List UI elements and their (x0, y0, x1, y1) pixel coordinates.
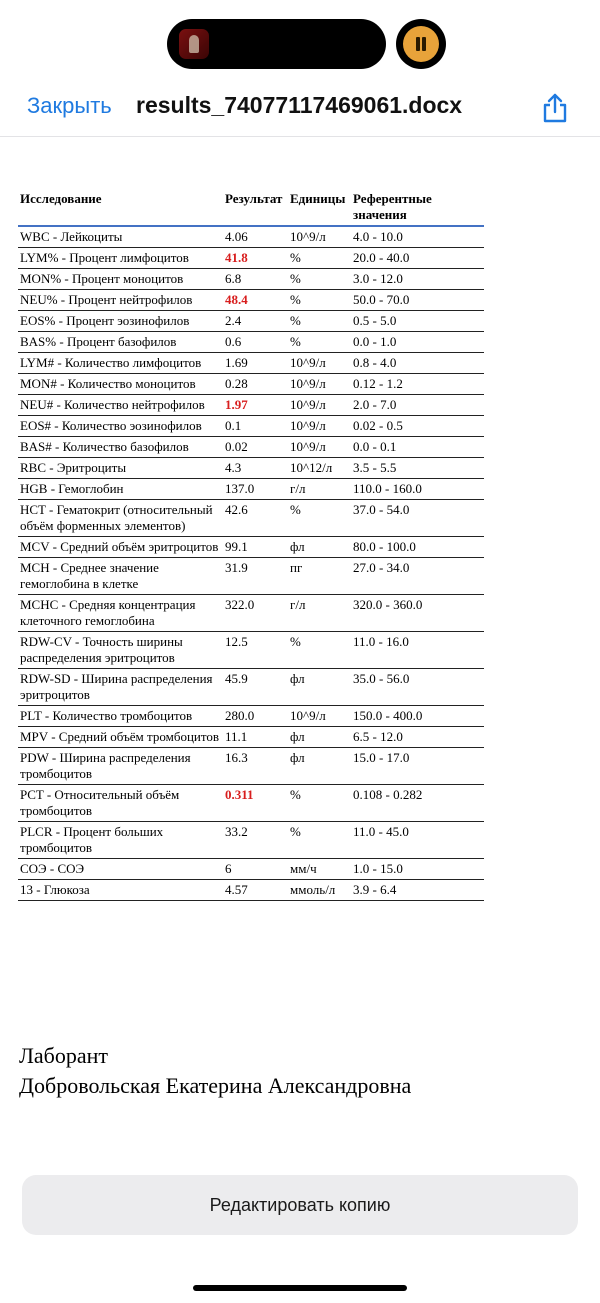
reference-cell: 15.0 - 17.0 (351, 748, 484, 785)
unit-cell: ммоль/л (288, 880, 351, 901)
table-row (18, 290, 484, 311)
test-name-cell: RDW-SD - Ширина распределения эритроцитов (18, 669, 223, 706)
result-cell: 0.02 (223, 437, 288, 458)
header-unit: Единицы (290, 191, 346, 206)
result-cell: 12.5 (223, 632, 288, 669)
reference-cell: 3.0 - 12.0 (351, 269, 484, 290)
reference-cell: 0.0 - 1.0 (351, 332, 484, 353)
unit-cell: фл (288, 727, 351, 748)
table-row (18, 859, 484, 880)
table-row (18, 416, 484, 437)
share-button[interactable] (540, 92, 570, 124)
reference-cell: 1.0 - 15.0 (351, 859, 484, 880)
unit-cell: г/л (288, 479, 351, 500)
test-name-cell: WBC - Лейкоциты (18, 226, 223, 248)
table-row (18, 595, 484, 632)
result-cell: 45.9 (223, 669, 288, 706)
test-name-cell: EOS% - Процент эозинофилов (18, 311, 223, 332)
reference-cell: 3.9 - 6.4 (351, 880, 484, 901)
test-name-cell: MON# - Количество моноцитов (18, 374, 223, 395)
reference-cell: 0.108 - 0.282 (351, 785, 484, 822)
table-row (18, 311, 484, 332)
table-row (18, 537, 484, 558)
result-cell: 99.1 (223, 537, 288, 558)
result-cell: 280.0 (223, 706, 288, 727)
table-row (18, 374, 484, 395)
reference-cell: 3.5 - 5.5 (351, 458, 484, 479)
test-name-cell: NEU# - Количество нейтрофилов (18, 395, 223, 416)
unit-cell: % (288, 822, 351, 859)
pause-icon (414, 37, 428, 51)
document-header (0, 84, 600, 137)
reference-cell: 50.0 - 70.0 (351, 290, 484, 311)
reference-cell: 6.5 - 12.0 (351, 727, 484, 748)
test-name-cell: PLT - Количество тромбоцитов (18, 706, 223, 727)
share-icon (540, 92, 570, 124)
unit-cell: % (288, 500, 351, 537)
reference-cell: 80.0 - 100.0 (351, 537, 484, 558)
table-row (18, 269, 484, 290)
result-cell: 42.6 (223, 500, 288, 537)
unit-cell: 10^9/л (288, 353, 351, 374)
result-cell: 4.06 (223, 226, 288, 248)
test-name-cell: EOS# - Количество эозинофилов (18, 416, 223, 437)
unit-cell: 10^12/л (288, 458, 351, 479)
header-reference: Референтные значения (353, 191, 432, 222)
reference-cell: 37.0 - 54.0 (351, 500, 484, 537)
table-row (18, 437, 484, 458)
table-row (18, 785, 484, 822)
unit-cell: 10^9/л (288, 395, 351, 416)
results-table (18, 188, 484, 901)
result-cell: 1.69 (223, 353, 288, 374)
unit-cell: пг (288, 558, 351, 595)
unit-cell: 10^9/л (288, 416, 351, 437)
table-row (18, 226, 484, 248)
result-cell: 2.4 (223, 311, 288, 332)
reference-cell: 35.0 - 56.0 (351, 669, 484, 706)
header-test: Исследование (20, 191, 102, 206)
reference-cell: 320.0 - 360.0 (351, 595, 484, 632)
table-row (18, 748, 484, 785)
table-row (18, 458, 484, 479)
reference-cell: 2.0 - 7.0 (351, 395, 484, 416)
test-name-cell: MCHC - Средняя концентрация клеточного гемоглобина (18, 595, 223, 632)
table-row (18, 479, 484, 500)
home-indicator[interactable] (193, 1285, 407, 1291)
test-name-cell: 13 - Глюкоза (18, 880, 223, 901)
test-name-cell: BAS# - Количество базофилов (18, 437, 223, 458)
reference-cell: 4.0 - 10.0 (351, 226, 484, 248)
document-title: results_74077117469061.docx (136, 92, 463, 118)
unit-cell: % (288, 248, 351, 269)
unit-cell: % (288, 290, 351, 311)
test-name-cell: PLCR - Процент больших тромбоцитов (18, 822, 223, 859)
result-cell: 137.0 (223, 479, 288, 500)
result-cell: 11.1 (223, 727, 288, 748)
reference-cell: 11.0 - 16.0 (351, 632, 484, 669)
table-row (18, 500, 484, 537)
unit-cell: фл (288, 669, 351, 706)
unit-cell: 10^9/л (288, 226, 351, 248)
test-name-cell: RBC - Эритроциты (18, 458, 223, 479)
reference-cell: 27.0 - 34.0 (351, 558, 484, 595)
test-name-cell: СОЭ - СОЭ (18, 859, 223, 880)
table-row (18, 353, 484, 374)
test-name-cell: PDW - Ширина распределения тромбоцитов (18, 748, 223, 785)
edit-copy-button[interactable]: Редактировать копию (22, 1175, 578, 1235)
table-row (18, 248, 484, 269)
reference-cell: 0.8 - 4.0 (351, 353, 484, 374)
unit-cell: фл (288, 537, 351, 558)
unit-cell: фл (288, 748, 351, 785)
unit-cell: г/л (288, 595, 351, 632)
table-row (18, 632, 484, 669)
test-name-cell: NEU% - Процент нейтрофилов (18, 290, 223, 311)
unit-cell: % (288, 332, 351, 353)
reference-cell: 11.0 - 45.0 (351, 822, 484, 859)
test-name-cell: RDW-CV - Точность ширины распределения эритроцитов (18, 632, 223, 669)
test-name-cell: MPV - Средний объём тромбоцитов (18, 727, 223, 748)
unit-cell: 10^9/л (288, 374, 351, 395)
result-cell: 16.3 (223, 748, 288, 785)
table-row (18, 332, 484, 353)
result-cell: 6.8 (223, 269, 288, 290)
test-name-cell: PCT - Относительный объём тромбоцитов (18, 785, 223, 822)
table-row (18, 880, 484, 901)
result-cell: 48.4 (223, 290, 288, 311)
unit-cell: % (288, 785, 351, 822)
result-cell: 0.1 (223, 416, 288, 437)
test-name-cell: BAS% - Процент базофилов (18, 332, 223, 353)
timer-activity[interactable] (396, 19, 446, 69)
table-row (18, 669, 484, 706)
result-cell: 6 (223, 859, 288, 880)
table-row (18, 395, 484, 416)
unit-cell: % (288, 269, 351, 290)
reference-cell: 20.0 - 40.0 (351, 248, 484, 269)
result-cell: 31.9 (223, 558, 288, 595)
table-row (18, 558, 484, 595)
test-name-cell: MCV - Средний объём эритроцитов (18, 537, 223, 558)
result-cell: 4.57 (223, 880, 288, 901)
test-name-cell: HCT - Гематокрит (относительный объём форменных элементов) (18, 500, 223, 537)
reference-cell: 0.12 - 1.2 (351, 374, 484, 395)
unit-cell: мм/ч (288, 859, 351, 880)
result-cell: 0.6 (223, 332, 288, 353)
test-name-cell: LYM% - Процент лимфоцитов (18, 248, 223, 269)
result-cell: 0.28 (223, 374, 288, 395)
result-cell: 41.8 (223, 248, 288, 269)
unit-cell: % (288, 632, 351, 669)
result-cell: 322.0 (223, 595, 288, 632)
reference-cell: 0.5 - 5.0 (351, 311, 484, 332)
result-cell: 0.311 (223, 785, 288, 822)
signature-name: Добровольская Екатерина Александровна (19, 1073, 412, 1098)
reference-cell: 150.0 - 400.0 (351, 706, 484, 727)
unit-cell: % (288, 311, 351, 332)
dynamic-island (167, 19, 386, 69)
reference-cell: 110.0 - 160.0 (351, 479, 484, 500)
table-row (18, 822, 484, 859)
result-cell: 33.2 (223, 822, 288, 859)
result-cell: 4.3 (223, 458, 288, 479)
result-cell: 1.97 (223, 395, 288, 416)
reference-cell: 0.02 - 0.5 (351, 416, 484, 437)
unit-cell: 10^9/л (288, 706, 351, 727)
table-row (18, 706, 484, 727)
header-result: Результат (225, 191, 283, 206)
test-name-cell: LYM# - Количество лимфоцитов (18, 353, 223, 374)
test-name-cell: MON% - Процент моноцитов (18, 269, 223, 290)
close-button[interactable]: Закрыть (27, 93, 112, 118)
test-name-cell: HGB - Гемоглобин (18, 479, 223, 500)
reference-cell: 0.0 - 0.1 (351, 437, 484, 458)
table-header-row (18, 188, 484, 226)
signature-role: Лаборант (19, 1043, 109, 1068)
now-playing-app-icon (179, 29, 209, 59)
document-body (18, 188, 488, 901)
unit-cell: 10^9/л (288, 437, 351, 458)
table-row (18, 727, 484, 748)
test-name-cell: MCH - Среднее значение гемоглобина в клетке (18, 558, 223, 595)
